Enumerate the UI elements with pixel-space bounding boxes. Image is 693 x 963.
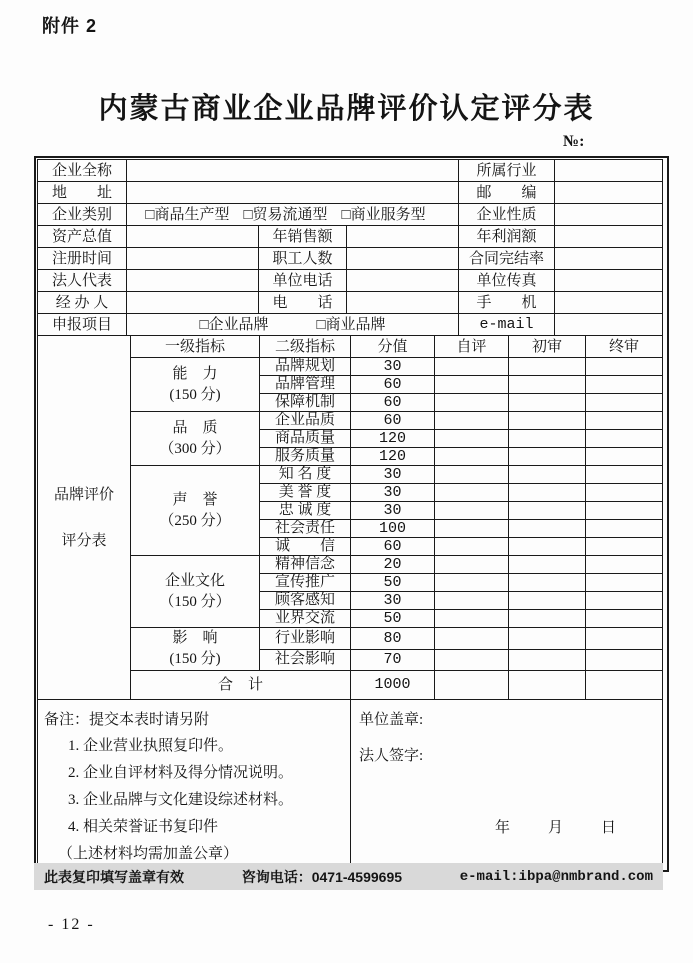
- final-review-cell: [586, 556, 663, 574]
- final-review-cell: [586, 592, 663, 610]
- row-legal-rep: [38, 270, 663, 292]
- input-cell: [347, 248, 459, 270]
- group-points: （300 分）: [159, 440, 231, 457]
- score-row: [38, 628, 663, 650]
- indicator-label: 商品质量: [260, 430, 351, 448]
- final-review-cell: [586, 649, 663, 671]
- indicator-label: 品牌管理: [260, 376, 351, 394]
- stamp-cell: [351, 700, 663, 869]
- final-review-cell: [586, 520, 663, 538]
- score-row: [38, 412, 663, 430]
- checkbox-option: □贸易流通型: [243, 206, 328, 223]
- first-review-cell: [509, 412, 586, 430]
- remarks-item: 1. 企业营业执照复印件。: [68, 738, 234, 754]
- score-sheet-side-label: [38, 336, 131, 700]
- score-row: [38, 358, 663, 376]
- remarks-heading: 备注：提交本表时请另附: [44, 712, 210, 728]
- field-label: 地 址: [38, 182, 127, 204]
- points-value: 60: [351, 376, 435, 394]
- enterprise-info-table: [37, 159, 663, 336]
- field-label: 合同完结率: [459, 248, 555, 270]
- self-score-cell: [435, 358, 509, 376]
- field-label: 年利润额: [459, 226, 555, 248]
- indicator-label: 知 名 度: [260, 466, 351, 484]
- input-cell: [127, 292, 259, 314]
- row-enterprise-type: [38, 204, 663, 226]
- total-row: [38, 671, 663, 700]
- self-score-cell: [435, 502, 509, 520]
- date-year-label: 年: [494, 820, 510, 836]
- first-review-cell: [509, 610, 586, 628]
- side-label-line2: 评分表: [61, 532, 107, 549]
- col-header-level1: 一级指标: [131, 336, 260, 358]
- self-score-cell: [435, 394, 509, 412]
- indicator-label: 精神信念: [260, 556, 351, 574]
- row-enterprise-name: [38, 160, 663, 182]
- col-header-final-review: 终审: [586, 336, 663, 358]
- checkbox-option: □商业品牌: [316, 316, 386, 333]
- indicator-label: 社会责任: [260, 520, 351, 538]
- indicator-label: 企业品质: [260, 412, 351, 430]
- first-review-cell: [509, 448, 586, 466]
- first-review-cell: [509, 671, 586, 700]
- declared-project-options: [127, 314, 459, 336]
- field-label: 申报项目: [38, 314, 127, 336]
- first-review-cell: [509, 484, 586, 502]
- points-value: 60: [351, 412, 435, 430]
- first-review-cell: [509, 430, 586, 448]
- indicator-label: 社会影响: [260, 649, 351, 671]
- date-month-label: 月: [547, 820, 563, 836]
- indicator-label: 忠 诚 度: [260, 502, 351, 520]
- points-value: 30: [351, 466, 435, 484]
- field-label: 单位电话: [259, 270, 347, 292]
- first-review-cell: [509, 592, 586, 610]
- first-review-cell: [509, 394, 586, 412]
- points-value: 60: [351, 394, 435, 412]
- remarks-note: （上述材料均需加盖公章）: [58, 846, 239, 862]
- footer-phone: 咨询电话：0471-4599695: [241, 868, 403, 885]
- group-points: (150 分): [169, 651, 221, 667]
- input-cell: [555, 160, 663, 182]
- remarks-row: [38, 700, 663, 869]
- page-title: 内蒙古商业企业品牌评价认定评分表: [98, 93, 595, 125]
- self-score-cell: [435, 412, 509, 430]
- checkbox-option: □商业服务型: [341, 206, 426, 223]
- brand-score-table: [37, 335, 663, 700]
- input-cell: [555, 204, 663, 226]
- group-culture: [131, 556, 260, 628]
- score-header-row: [38, 336, 663, 358]
- score-row: [38, 466, 663, 484]
- points-value: 50: [351, 574, 435, 592]
- unit-seal-label: 单位盖章:: [359, 712, 424, 728]
- footer-note-bar: [34, 863, 663, 890]
- indicator-label: 保障机制: [260, 394, 351, 412]
- input-cell: [347, 226, 459, 248]
- remarks-cell: [38, 700, 351, 869]
- input-cell: [127, 182, 459, 204]
- final-review-cell: [586, 538, 663, 556]
- first-review-cell: [509, 520, 586, 538]
- field-label: 手 机: [459, 292, 555, 314]
- input-cell: [555, 182, 663, 204]
- final-review-cell: [586, 358, 663, 376]
- points-value: 80: [351, 628, 435, 650]
- points-value: 120: [351, 430, 435, 448]
- final-review-cell: [586, 610, 663, 628]
- points-value: 100: [351, 520, 435, 538]
- first-review-cell: [509, 628, 586, 650]
- indicator-label: 业界交流: [260, 610, 351, 628]
- remarks-item: 2. 企业自评材料及得分情况说明。: [68, 765, 294, 781]
- enterprise-type-options: [127, 204, 459, 226]
- date-line: [495, 818, 662, 850]
- field-label: 经 办 人: [38, 292, 127, 314]
- group-name: 企业文化: [164, 572, 225, 589]
- group-points: （150 分）: [159, 593, 231, 610]
- remarks-item: 4. 相关荣誉证书复印件: [68, 819, 219, 835]
- field-label: 电 话: [259, 292, 347, 314]
- score-row: [38, 556, 663, 574]
- self-score-cell: [435, 592, 509, 610]
- final-review-cell: [586, 376, 663, 394]
- indicator-label: 宣传推广: [260, 574, 351, 592]
- row-registration: [38, 248, 663, 270]
- footer-validity-note: 此表复印填写盖章有效: [44, 868, 184, 885]
- col-header-level2: 二级指标: [260, 336, 351, 358]
- col-header-first-review: 初审: [509, 336, 586, 358]
- points-value: 60: [351, 538, 435, 556]
- group-ability: [131, 358, 260, 412]
- group-influence: [131, 628, 260, 671]
- first-review-cell: [509, 358, 586, 376]
- points-value: 120: [351, 448, 435, 466]
- field-label: 法人代表: [38, 270, 127, 292]
- total-points-value: 1000: [351, 671, 435, 700]
- indicator-label: 美 誉 度: [260, 484, 351, 502]
- indicator-label: 顾客感知: [260, 592, 351, 610]
- final-review-cell: [586, 628, 663, 650]
- first-review-cell: [509, 376, 586, 394]
- group-name: 品 质: [172, 419, 218, 436]
- input-cell: [127, 226, 259, 248]
- self-score-cell: [435, 466, 509, 484]
- input-cell: [555, 314, 663, 336]
- input-cell: [127, 160, 459, 182]
- points-value: 50: [351, 610, 435, 628]
- first-review-cell: [509, 466, 586, 484]
- group-name: 影 响: [172, 630, 218, 646]
- points-value: 30: [351, 358, 435, 376]
- input-cell: [347, 270, 459, 292]
- main-form-table: [34, 156, 669, 872]
- self-score-cell: [435, 649, 509, 671]
- first-review-cell: [509, 556, 586, 574]
- final-review-cell: [586, 412, 663, 430]
- indicator-label: 品牌规划: [260, 358, 351, 376]
- indicator-label: 诚 信: [260, 538, 351, 556]
- final-review-cell: [586, 430, 663, 448]
- points-value: 30: [351, 502, 435, 520]
- indicator-label: 服务质量: [260, 448, 351, 466]
- points-value: 20: [351, 556, 435, 574]
- self-score-cell: [435, 376, 509, 394]
- self-score-cell: [435, 556, 509, 574]
- final-review-cell: [586, 574, 663, 592]
- self-score-cell: [435, 610, 509, 628]
- final-review-cell: [586, 448, 663, 466]
- checkbox-option: □商品生产型: [145, 206, 230, 223]
- field-label: 职工人数: [259, 248, 347, 270]
- final-review-cell: [586, 484, 663, 502]
- col-header-points: 分值: [351, 336, 435, 358]
- side-label-line1: 品牌评价: [53, 486, 114, 503]
- self-score-cell: [435, 628, 509, 650]
- legal-sign-label: 法人签字:: [359, 748, 424, 764]
- group-points: (150 分): [169, 386, 221, 403]
- input-cell: [555, 292, 663, 314]
- first-review-cell: [509, 649, 586, 671]
- field-label: 资产总值: [38, 226, 127, 248]
- first-review-cell: [509, 538, 586, 556]
- input-cell: [555, 270, 663, 292]
- first-review-cell: [509, 574, 586, 592]
- self-score-cell: [435, 430, 509, 448]
- self-score-cell: [435, 671, 509, 700]
- group-points: （250 分）: [159, 512, 231, 529]
- row-declared-project: [38, 314, 663, 336]
- points-value: 30: [351, 592, 435, 610]
- field-label: e-mail: [459, 314, 555, 336]
- group-quality: [131, 412, 260, 466]
- points-value: 30: [351, 484, 435, 502]
- attachment-label: 附件 2: [42, 16, 98, 36]
- date-day-label: 日: [600, 820, 616, 836]
- field-label: 企业性质: [459, 204, 555, 226]
- self-score-cell: [435, 484, 509, 502]
- field-label: 企业类别: [38, 204, 127, 226]
- field-label: 注册时间: [38, 248, 127, 270]
- group-name: 声 誉: [172, 491, 218, 508]
- footer-email: e-mail:ibpa@nmbrand.com: [459, 868, 653, 885]
- serial-number-label: №:: [563, 133, 585, 150]
- self-score-cell: [435, 448, 509, 466]
- checkbox-option: □企业品牌: [199, 316, 269, 333]
- field-label: 邮 编: [459, 182, 555, 204]
- field-label: 单位传真: [459, 270, 555, 292]
- field-label: 所属行业: [459, 160, 555, 182]
- points-value: 70: [351, 649, 435, 671]
- total-label: 合 计: [131, 671, 351, 700]
- input-cell: [127, 248, 259, 270]
- input-cell: [555, 226, 663, 248]
- final-review-cell: [586, 671, 663, 700]
- group-reputation: [131, 466, 260, 556]
- row-address: [38, 182, 663, 204]
- self-score-cell: [435, 538, 509, 556]
- col-header-self: 自评: [435, 336, 509, 358]
- remarks-table: [37, 699, 663, 869]
- field-label: 年销售额: [259, 226, 347, 248]
- input-cell: [127, 270, 259, 292]
- group-name: 能 力: [172, 365, 218, 382]
- row-handler: [38, 292, 663, 314]
- final-review-cell: [586, 502, 663, 520]
- page-number: - 12 -: [48, 916, 95, 933]
- final-review-cell: [586, 394, 663, 412]
- self-score-cell: [435, 520, 509, 538]
- input-cell: [347, 292, 459, 314]
- row-assets: [38, 226, 663, 248]
- final-review-cell: [586, 466, 663, 484]
- indicator-label: 行业影响: [260, 628, 351, 650]
- field-label: 企业全称: [38, 160, 127, 182]
- self-score-cell: [435, 574, 509, 592]
- first-review-cell: [509, 502, 586, 520]
- input-cell: [555, 248, 663, 270]
- remarks-item: 3. 企业品牌与文化建设综述材料。: [68, 792, 294, 808]
